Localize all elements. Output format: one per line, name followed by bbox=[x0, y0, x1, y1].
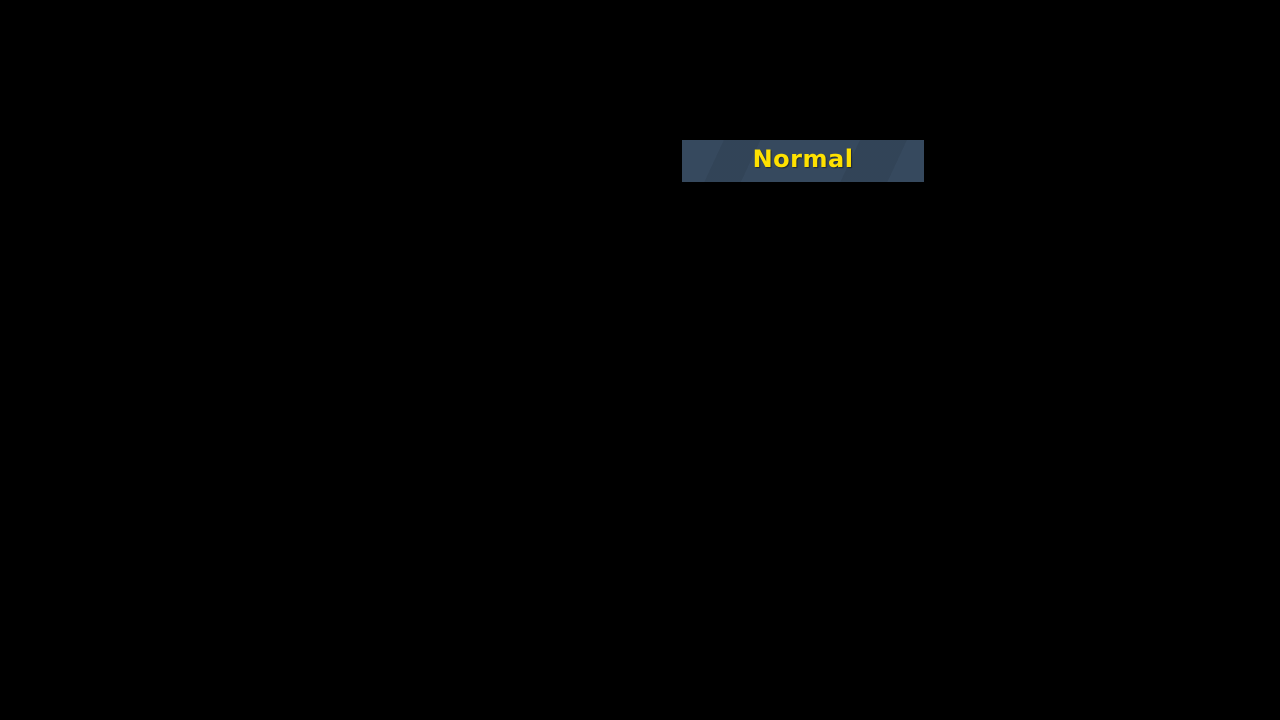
difficulty-banner[interactable] bbox=[682, 140, 924, 182]
difficulty-label: Normal bbox=[752, 145, 854, 173]
